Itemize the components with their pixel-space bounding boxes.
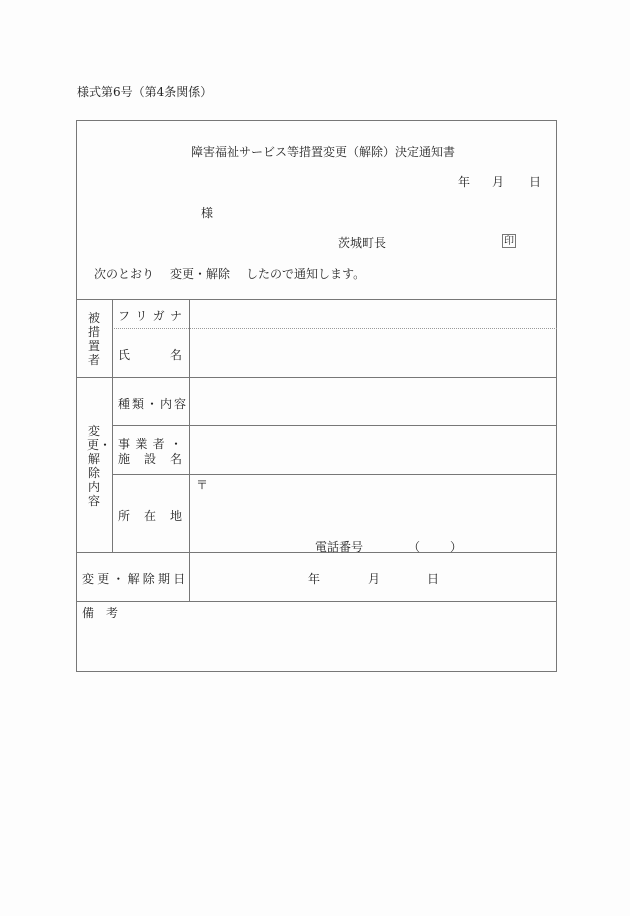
provider-facility-input[interactable] — [191, 427, 555, 473]
notice-text — [94, 265, 365, 282]
dotted-divider — [112, 328, 557, 329]
name-label: 氏 名 — [118, 348, 182, 362]
effective-date-label: 変更・解除期日 — [82, 572, 189, 586]
phone-label: 電話番号 — [315, 540, 364, 554]
seal-stamp-icon: 印 — [504, 236, 514, 247]
phone-close-paren: ） — [450, 540, 463, 554]
name-input[interactable] — [191, 330, 555, 376]
divider — [112, 299, 113, 552]
furigana-label: フ リ ガ ナ — [118, 309, 182, 323]
divider — [112, 425, 557, 426]
notice-prefix: 次のとおり — [94, 267, 155, 281]
effective-date-day[interactable]: 日 — [427, 572, 440, 586]
divider — [189, 299, 190, 601]
notice-options[interactable]: 変更・解除 — [170, 267, 231, 281]
postal-mark-icon: 〒 — [196, 478, 209, 492]
address-input[interactable] — [191, 476, 555, 534]
type-content-input[interactable] — [191, 379, 555, 424]
provider-label-line2: 施 設 名 — [118, 452, 182, 466]
change-section-label: 変更・解除内容 — [87, 424, 112, 508]
divider — [76, 377, 557, 378]
remarks-label: 備 考 — [82, 606, 119, 620]
type-content-label: 種類・内容 — [118, 397, 189, 411]
header-date-month[interactable]: 月 — [492, 175, 505, 189]
recipient-suffix: 様 — [201, 206, 214, 220]
furigana-input[interactable] — [191, 302, 555, 327]
divider — [76, 601, 557, 602]
divider — [112, 474, 557, 475]
divider — [76, 299, 557, 300]
subject-section-label: 被措置者 — [87, 311, 100, 367]
notice-suffix: したので通知します。 — [246, 267, 366, 281]
address-label: 所 在 地 — [118, 509, 182, 523]
effective-date-year[interactable]: 年 — [308, 572, 321, 586]
header-date-day[interactable]: 日 — [529, 175, 542, 189]
phone-open-paren: （ — [408, 540, 421, 554]
form-number: 様式第6号（第4条関係） — [77, 85, 213, 99]
remarks-input[interactable] — [78, 620, 555, 670]
header-date-year[interactable]: 年 — [458, 175, 471, 189]
provider-label-line1: 事 業 者 ・ — [118, 437, 182, 451]
phone-input[interactable] — [420, 536, 450, 551]
document-title: 障害福祉サービス等措置変更（解除）決定通知書 — [191, 145, 456, 159]
issuer-name: 茨城町長 — [338, 236, 387, 250]
effective-date-month[interactable]: 月 — [368, 572, 381, 586]
